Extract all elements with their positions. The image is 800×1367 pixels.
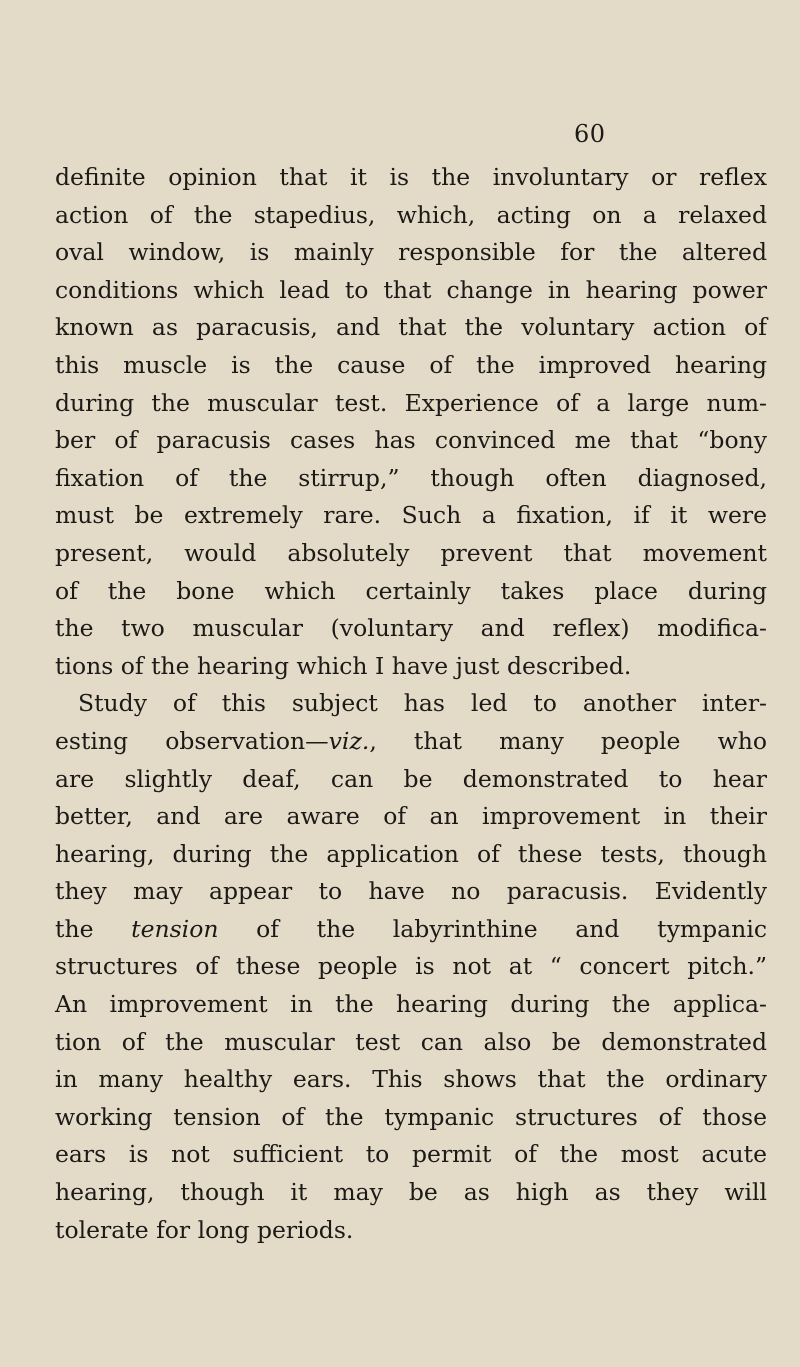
text-line: structures of these people is not at “ concert pitch.” [55,952,767,981]
text-line: the two muscular (voluntary and reflex) modifica- [55,614,767,643]
text-line: action of the stapedius, which, acting on a relaxed [55,200,767,229]
body-text [55,159,767,1249]
text-line: tion of the muscular test can also be demonstrated [55,1027,767,1056]
text-line: this muscle is the cause of the improved hearing [55,350,767,379]
text-line: oval window, is mainly responsible for the altered [55,238,767,267]
text-line: hearing, though it may be as high as they will [55,1178,767,1207]
text-line: present, would absolutely prevent that movement [55,538,767,567]
text-line: known as paracusis, and that the voluntary action of [55,313,767,342]
text-line: tions of the hearing which I have just described. [55,651,632,680]
page-number: 60 [574,120,606,148]
text-line: better, and are aware of an improvement in their [55,802,767,831]
text-line: they may appear to have no paracusis. Evidently [55,877,767,906]
text-line: esting observation—viz., that many people who [55,726,767,755]
text-line: An improvement in the hearing during the applica- [55,990,767,1019]
text-line: working tension of the tympanic structures of those [55,1102,767,1131]
text-line: in many healthy ears. This shows that the ordinary [55,1065,767,1094]
text-line: Study of this subject has led to another inter- [78,689,767,718]
text-line: hearing, during the application of these tests, though [55,839,767,868]
text-line: fixation of the stirrup,” though often diagnosed, [55,463,767,492]
text-line: must be extremely rare. Such a fixation, if it were [55,501,767,530]
text-line: of the bone which certainly takes place during [55,576,767,605]
text-line: tolerate for long periods. [55,1215,354,1244]
italic-term: viz. [328,726,370,755]
italic-term: tension [131,914,219,943]
text-line: definite opinion that it is the involuntary or reflex [55,163,767,191]
text-line: ears is not sufficient to permit of the most acute [55,1140,767,1169]
text-line: the tension of the labyrinthine and tympanic [55,914,767,943]
text-line: conditions which lead to that change in hearing power [55,275,767,304]
text-line: are slightly deaf, can be demonstrated to hear [55,764,767,793]
text-line: during the muscular test. Experience of a large num- [55,388,767,417]
text-line: ber of paracusis cases has convinced me that “bony [55,426,767,455]
